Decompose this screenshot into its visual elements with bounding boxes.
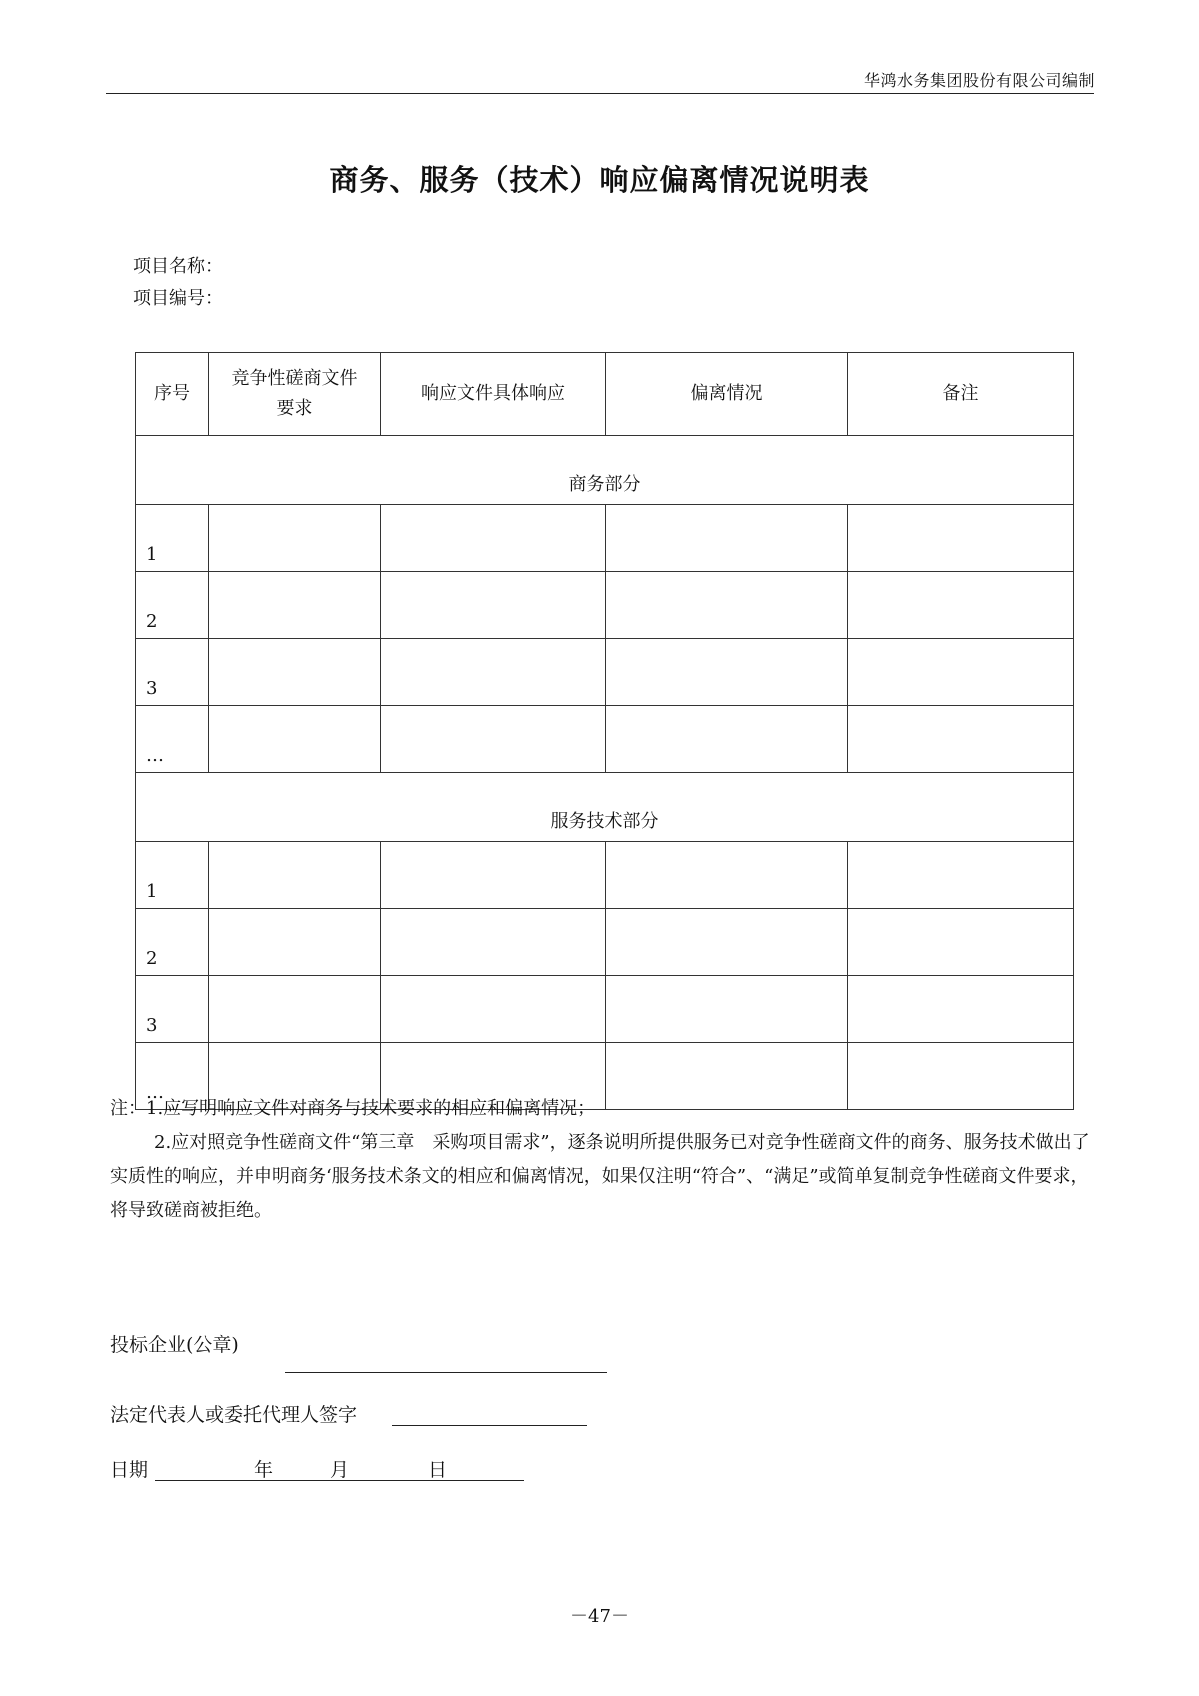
project-name-label: 项目名称：: [133, 256, 223, 277]
header-requirement-line: 竞争性磋商文件 要求: [231, 368, 358, 419]
cell-requirement[interactable]: [209, 976, 381, 1043]
cell-deviation[interactable]: [606, 842, 848, 909]
table-row: [136, 639, 1074, 706]
cell-requirement[interactable]: [209, 706, 381, 773]
row-index: 1: [136, 505, 209, 572]
table-header-row: [136, 353, 1074, 436]
section-service-technical: 服务技术部分: [136, 773, 1074, 842]
row-index: 3: [136, 639, 209, 706]
table-row: [136, 505, 1074, 572]
cell-remarks[interactable]: [848, 505, 1074, 572]
row-index: …: [136, 706, 209, 773]
row-index: 2: [136, 572, 209, 639]
header-requirement: [209, 353, 381, 436]
cell-deviation[interactable]: [606, 572, 848, 639]
cell-deviation[interactable]: [606, 505, 848, 572]
cell-remarks[interactable]: [848, 706, 1074, 773]
cell-response[interactable]: [381, 842, 606, 909]
table-row: [136, 842, 1074, 909]
header-remarks: 备注: [848, 353, 1074, 436]
table-row: [136, 706, 1074, 773]
cell-response[interactable]: [381, 505, 606, 572]
deviation-table: [135, 352, 1074, 1110]
row-index: 2: [136, 909, 209, 976]
note-1: 注：1.应写明响应文件对商务与技术要求的相应和偏离情况；: [110, 1098, 596, 1119]
header-deviation: 偏离情况: [606, 353, 848, 436]
note-2: 2.应对照竞争性磋商文件“第三章 采购项目需求”，逐条说明所提供服务已对竞争性磋商文件的商务、服务技术做出了实质性的响应，并申明商务‘服务技术条文的相应和偏离情况，如果仅注明“符合”、“满足”或简单复制竞争性磋商文件要求，将导致磋商被拒绝。: [110, 1132, 1090, 1221]
cell-deviation[interactable]: [606, 976, 848, 1043]
cell-remarks[interactable]: [848, 572, 1074, 639]
notes: [110, 1092, 1095, 1228]
cell-remarks[interactable]: [848, 976, 1074, 1043]
cell-response[interactable]: [381, 909, 606, 976]
bidder-seal-line[interactable]: [285, 1372, 607, 1373]
cell-requirement[interactable]: [209, 505, 381, 572]
cell-remarks[interactable]: [848, 909, 1074, 976]
cell-response[interactable]: [381, 572, 606, 639]
header-seq: 序号: [136, 353, 209, 436]
date-month: 月: [330, 1459, 350, 1481]
cell-requirement[interactable]: [209, 639, 381, 706]
cell-remarks[interactable]: [848, 842, 1074, 909]
date-day: 日: [428, 1459, 448, 1481]
cell-response[interactable]: [381, 639, 606, 706]
cell-requirement[interactable]: [209, 572, 381, 639]
table-row: [136, 976, 1074, 1043]
section-business: 商务部分: [136, 436, 1074, 505]
date-label: 日期: [110, 1459, 149, 1481]
cell-remarks[interactable]: [848, 639, 1074, 706]
cell-deviation[interactable]: [606, 909, 848, 976]
representative-signature-line[interactable]: [392, 1425, 587, 1426]
representative-signature-label: 法定代表人或委托代理人签字: [110, 1404, 358, 1426]
project-number-label: 项目编号：: [133, 288, 223, 309]
header-company: 华鸿水务集团股份有限公司编制: [863, 71, 1095, 90]
header-response: 响应文件具体响应: [381, 353, 606, 436]
cell-requirement[interactable]: [209, 842, 381, 909]
page-number: －47－: [570, 1606, 629, 1627]
cell-requirement[interactable]: [209, 909, 381, 976]
cell-response[interactable]: [381, 706, 606, 773]
row-index: 3: [136, 976, 209, 1043]
date-year: 年: [254, 1459, 274, 1481]
page-title: 商务、服务（技术）响应偏离情况说明表: [329, 163, 870, 197]
cell-response[interactable]: [381, 976, 606, 1043]
cell-deviation[interactable]: [606, 706, 848, 773]
row-index: 1: [136, 842, 209, 909]
bidder-seal-label: 投标企业(公章): [110, 1334, 239, 1356]
table-row: [136, 572, 1074, 639]
row-index: …: [136, 1043, 209, 1110]
table-row: [136, 909, 1074, 976]
header-rule: [106, 93, 1094, 94]
cell-deviation[interactable]: [606, 639, 848, 706]
